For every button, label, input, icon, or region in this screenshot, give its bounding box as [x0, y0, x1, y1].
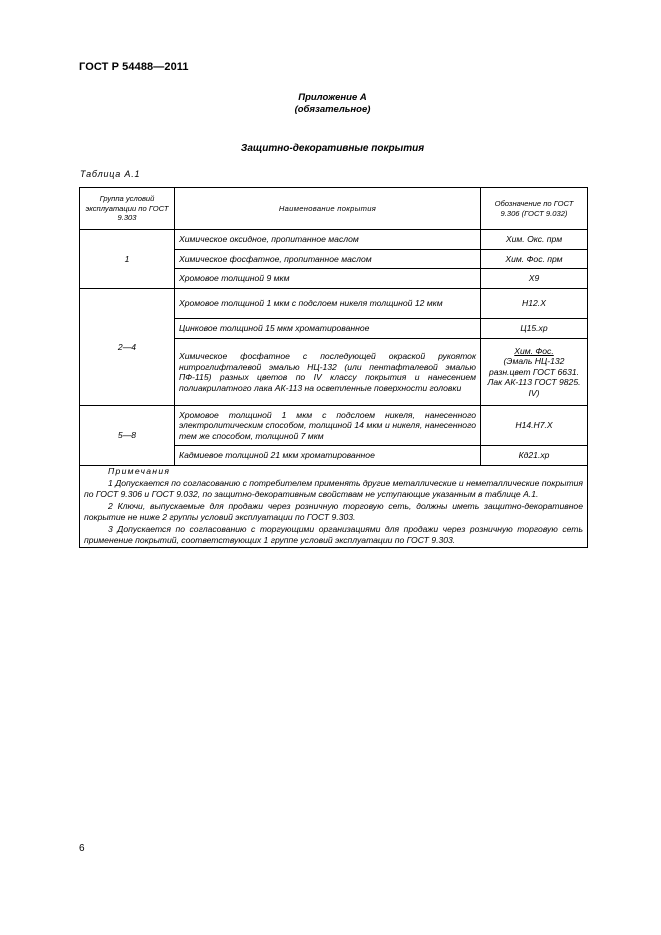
coating-code-detail: (Эмаль НЦ-132 разн.цвет ГОСТ 6631. Лак АК-113 ГОСТ 9825. IV) — [487, 356, 581, 398]
header-name: Наименование покрытия — [175, 188, 481, 230]
note-item: 1 Допускается по согласованию с потребителем применять другие металлические и неметаллические покрытия по ГОСТ 9.306 и ГОСТ 9.032, по защитно-декоративным свойствам не уступающие указанным в таблице А.1. — [84, 477, 583, 499]
coating-code — [481, 339, 588, 406]
table-caption: Таблица А.1 — [80, 169, 141, 179]
group-cell: 2—4 — [80, 289, 175, 406]
coatings-table — [79, 187, 588, 548]
header-group: Группа условий эксплуатации по ГОСТ 9.303 — [80, 188, 175, 230]
table-header-row — [80, 188, 588, 230]
section-title: Защитно-декоративные покрытия — [240, 143, 425, 154]
notes-cell — [80, 466, 588, 548]
coating-code: Хим. Окс. прм — [481, 230, 588, 250]
notes-row — [80, 466, 588, 548]
table-row — [80, 406, 588, 446]
coating-code: Х9 — [481, 269, 588, 289]
group-cell: 1 — [80, 230, 175, 289]
coating-name: Химическое фосфатное с последующей окраской рукояток нитроглифталевой эмалью НЦ-132 (или пентафталевой эмалью ПФ-115) разных цветов по IV классу покрытия и нанесением полиакрилатного лака АК-113 на осветленные поверхности головки — [175, 339, 481, 406]
coating-code: Ц15.хр — [481, 319, 588, 339]
table-row — [80, 230, 588, 250]
notes-title: Примечания — [108, 466, 171, 476]
coating-name: Хромовое толщиной 9 мкм — [175, 269, 481, 289]
coating-code: Хим. Фос. прм — [481, 250, 588, 269]
page-number: 6 — [79, 843, 85, 854]
appendix-title: Приложение А — [298, 92, 367, 103]
note-item: 3 Допускается по согласованию с торгующими организациями для продажи через розничную торговую сеть применение покрытий, соответствующих 1 группе условий эксплуатации по ГОСТ 9.303. — [84, 523, 583, 545]
coating-code: Н14.Н7.Х — [481, 406, 588, 446]
header-designation: Обозначение по ГОСТ 9.306 (ГОСТ 9.032) — [481, 188, 588, 230]
coating-name: Хромовое толщиной 1 мкм с подслоем никеля толщиной 12 мкм — [175, 289, 481, 319]
appendix-heading — [79, 92, 586, 116]
coating-name: Химическое оксидное, пропитанное маслом — [175, 230, 481, 250]
document-header: ГОСТ Р 54488—2011 — [79, 61, 189, 73]
coating-name: Хромовое толщиной 1 мкм с подслоем никеля, нанесенного электролитическим способом, толщиной 14 мкм и никеля, нанесенного тем же способом, толщиной 7 мкм — [175, 406, 481, 446]
group-cell: 5—8 — [80, 406, 175, 466]
coating-code: Н12.Х — [481, 289, 588, 319]
coating-code: Кд21.хр — [481, 446, 588, 466]
coating-code-underlined: Хим. Фос. — [514, 345, 554, 356]
appendix-type: (обязательное) — [294, 104, 371, 115]
table-row — [80, 289, 588, 319]
coating-name: Цинковое толщиной 15 мкм хроматированное — [175, 319, 481, 339]
coating-name: Кадмиевое толщиной 21 мкм хроматированное — [175, 446, 481, 466]
coating-name: Химическое фосфатное, пропитанное маслом — [175, 250, 481, 269]
note-item: 2 Ключи, выпускаемые для продажи через розничную торговую сеть, должны иметь защитно-декоративное покрытие не ниже 2 группы условий эксплуатации по ГОСТ 9.303. — [84, 500, 583, 522]
